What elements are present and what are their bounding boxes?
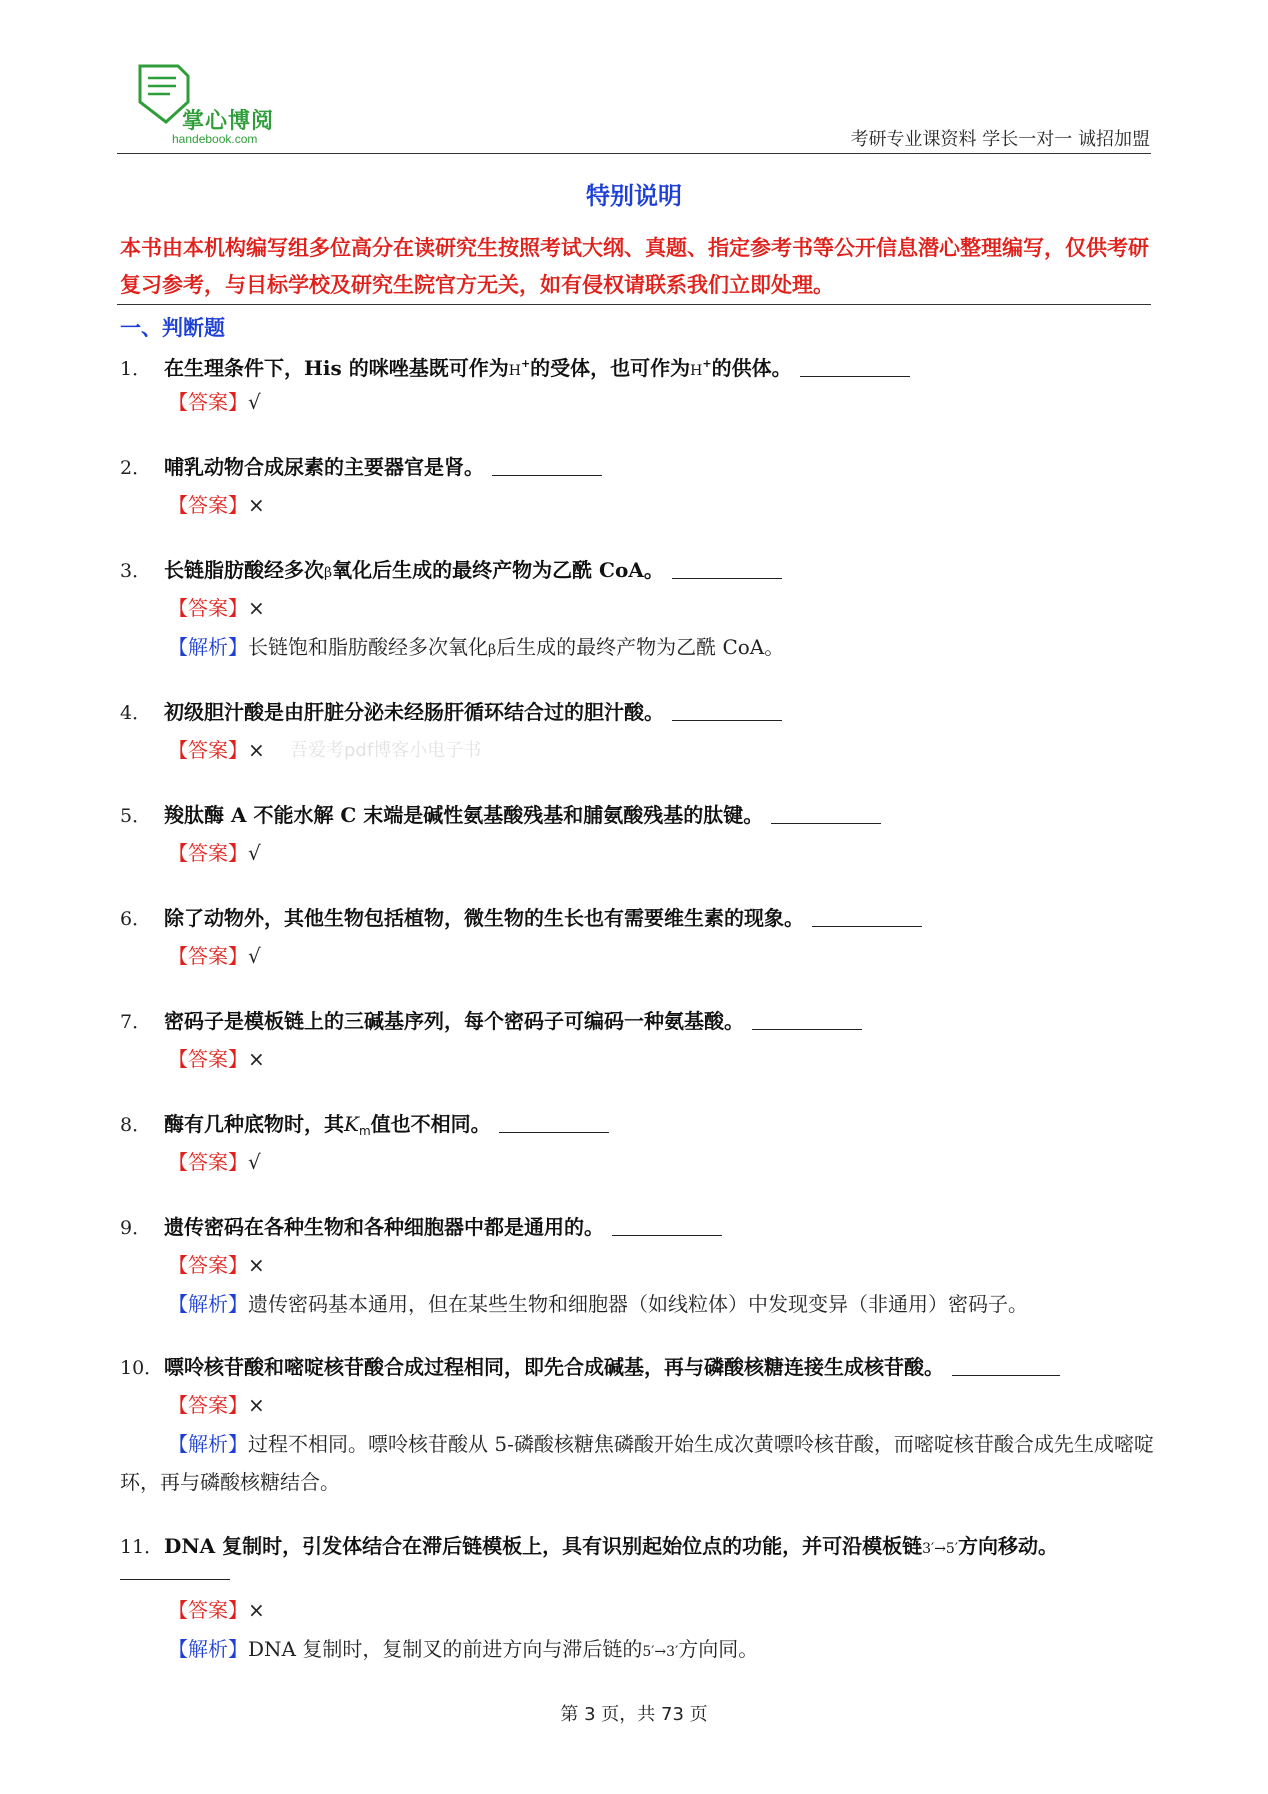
- question-number: 1．: [120, 358, 152, 380]
- header-slogan: 考研专业课资料 学长一对一 诚招加盟: [850, 129, 1150, 150]
- answer-11: 【答案】×: [168, 1598, 265, 1622]
- question-number: 7．: [120, 1011, 152, 1033]
- answer-blank: [812, 925, 922, 927]
- question-text: 初级胆汁酸是由肝脏分泌未经肠肝循环结合过的胆汁酸。: [164, 700, 664, 724]
- question-number: 5．: [120, 805, 152, 827]
- answer-blank: [492, 474, 602, 476]
- header-divider: [117, 153, 1151, 154]
- logo-text: 掌心博阅: [182, 109, 275, 134]
- answer-blank: [752, 1028, 862, 1030]
- answer-6: 【答案】√: [168, 944, 261, 968]
- answer-blank: [771, 822, 881, 824]
- answer-blank: [672, 577, 782, 579]
- answer-blank: [800, 375, 910, 377]
- question-5: [120, 801, 1160, 830]
- question-number: 4．: [120, 702, 152, 724]
- answer-2: 【答案】×: [168, 493, 265, 517]
- question-text: 遗传密码在各种生物和各种细胞器中都是通用的。: [164, 1215, 604, 1239]
- answer-blank: [952, 1374, 1060, 1376]
- question-7: [120, 1007, 1160, 1036]
- question-11: [120, 1532, 1160, 1563]
- question-9: [120, 1213, 1160, 1242]
- answer-8: 【答案】√: [168, 1150, 261, 1174]
- section-title: 一、判断题: [120, 316, 225, 340]
- question-text: 长链脂肪酸经多次β氧化后生成的最终产物为乙酰 CoA。: [164, 558, 664, 582]
- notice-divider: [117, 304, 1151, 305]
- question-number: 10．: [120, 1357, 164, 1379]
- question-8: [120, 1110, 1160, 1145]
- question-number: 6．: [120, 908, 152, 930]
- analysis-9: 【解析】遗传密码基本通用，但在某些生物和细胞器（如线粒体）中发现变异（非通用）密码子。: [168, 1292, 1028, 1316]
- question-3: [120, 556, 1160, 587]
- question-1: [120, 350, 1160, 385]
- watermark: 吾爱考pdf博客小电子书: [290, 740, 482, 761]
- question-number: 8．: [120, 1114, 152, 1136]
- question-text: 嘌呤核苷酸和嘧啶核苷酸合成过程相同，即先合成碱基，再与磷酸核糖连接生成核苷酸。: [164, 1355, 944, 1379]
- answer-1: 【答案】√: [168, 390, 261, 414]
- logo-url: handebook.com: [172, 132, 258, 146]
- analysis-3: 【解析】长链饱和脂肪酸经多次氧化β后生成的最终产物为乙酰 CoA。: [168, 635, 785, 659]
- question-text: 在生理条件下，His 的咪唑基既可作为H+的受体，也可作为H+的供体。: [164, 356, 792, 380]
- question-number: 2．: [120, 457, 152, 479]
- special-notice-text: 本书由本机构编写组多位高分在读研究生按照考试大纲、真题、指定参考书等公开信息潜心整理编写，仅供考研复习参考，与目标学校及研究生院官方无关，如有侵权请联系我们立即处理。: [120, 236, 1149, 297]
- answer-7: 【答案】×: [168, 1047, 265, 1071]
- question-text: 羧肽酶 A 不能水解 C 末端是碱性氨基酸残基和脯氨酸残基的肽键。: [164, 803, 764, 827]
- question-text: DNA 复制时，引发体结合在滞后链模板上，具有识别起始位点的功能，并可沿模板链3′→5′方向移动。: [164, 1534, 1059, 1558]
- answer-blank: [612, 1234, 722, 1236]
- answer-4: 【答案】×: [168, 738, 265, 762]
- question-number: 11．: [120, 1536, 164, 1558]
- page-footer: 第 3 页，共 73 页: [560, 1704, 708, 1725]
- answer-10: 【答案】×: [168, 1393, 265, 1417]
- question-6: [120, 904, 1160, 933]
- question-text: 酶有几种底物时，其$K_m$值也不相同。: [164, 1112, 491, 1138]
- question-4: [120, 698, 1160, 727]
- answer-blank: [672, 719, 782, 721]
- answer-3: 【答案】×: [168, 596, 265, 620]
- answer-blank: [120, 1578, 230, 1580]
- question-text: 除了动物外，其他生物包括植物，微生物的生长也有需要维生素的现象。: [164, 906, 804, 930]
- question-text: 密码子是模板链上的三碱基序列，每个密码子可编码一种氨基酸。: [164, 1009, 744, 1033]
- analysis-11: 【解析】DNA 复制时，复制叉的前进方向与滞后链的5′→3′方向同。: [168, 1637, 759, 1661]
- logo: [132, 60, 282, 150]
- answer-blank: [499, 1131, 609, 1133]
- special-notice-title: 特别说明: [586, 182, 682, 210]
- question-10: [120, 1353, 1160, 1382]
- answer-5: 【答案】√: [168, 841, 261, 865]
- question-text: 哺乳动物合成尿素的主要器官是肾。: [164, 455, 484, 479]
- question-2: [120, 453, 1160, 482]
- answer-9: 【答案】×: [168, 1253, 265, 1277]
- question-number: 3．: [120, 560, 152, 582]
- analysis-10: 【解析】过程不相同。嘌呤核苷酸从 5-磷酸核糖焦磷酸开始生成次黄嘌呤核苷酸，而嘧啶核苷酸合成先生成嘧啶环，再与磷酸核糖结合。: [120, 1432, 1154, 1494]
- question-number: 9．: [120, 1217, 152, 1239]
